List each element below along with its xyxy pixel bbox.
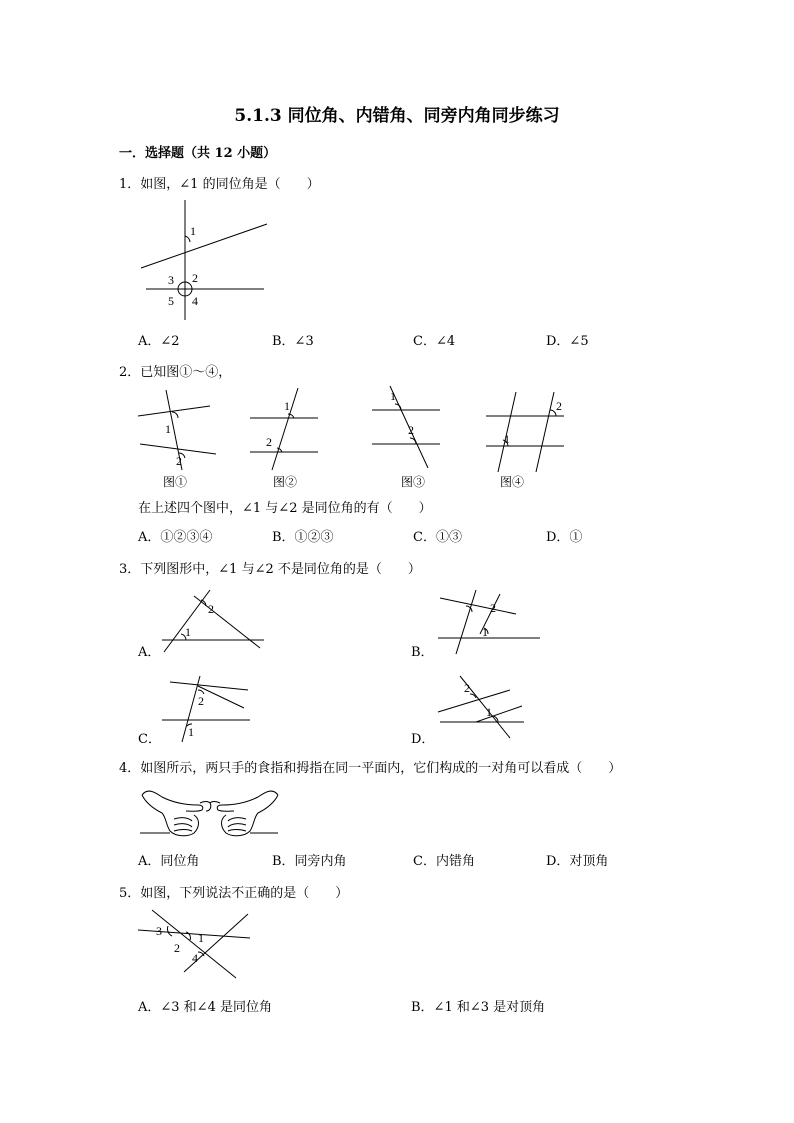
label-1: 1	[482, 625, 488, 639]
q1-option-d[interactable]: D．∠5	[546, 334, 589, 349]
label-3: 3	[168, 273, 174, 287]
q3-figure-c	[160, 676, 270, 746]
q3-option-b[interactable]: B．	[411, 645, 434, 660]
q5-option-b[interactable]: B．∠1 和∠3 是对顶角	[411, 1000, 546, 1015]
question-5-stem: 5．如图，下列说法不正确的是（ ）	[119, 886, 349, 901]
label-2: 2	[408, 423, 414, 437]
short-oblique	[476, 706, 522, 722]
q2-figure-2	[248, 388, 328, 478]
left-knuckle-2	[174, 824, 192, 827]
question-4-stem: 4．如图所示，两只手的食指和拇指在同一平面内，它们构成的一对角可以看成（ ）	[119, 761, 622, 776]
page-title: 5.1.3 同位角、内错角、同旁内角同步练习	[234, 106, 560, 126]
transversal-line	[141, 224, 267, 268]
q2-caption-1: 图①	[163, 475, 188, 489]
q3-option-c[interactable]: C．	[138, 732, 161, 747]
line-down-right	[152, 910, 236, 978]
q3-figure-a	[160, 590, 270, 660]
angle-4-arc	[198, 952, 204, 956]
q3-figure-b	[436, 590, 546, 660]
q4-option-b[interactable]: B．同旁内角	[272, 854, 347, 869]
label-2: 2	[208, 602, 214, 616]
right-knuckle-3	[228, 830, 246, 832]
line-top	[170, 682, 248, 690]
q5-option-a[interactable]: A．∠3 和∠4 是同位角	[138, 1000, 272, 1015]
angle-1-arc	[172, 412, 178, 418]
q1-option-c[interactable]: C．∠4	[413, 334, 456, 349]
question-3-stem: 3．下列图形中，∠1 与∠2 不是同位角的是（ ）	[119, 562, 421, 577]
question-2-stem: 2．已知图①～④，	[119, 365, 232, 380]
q4-option-d[interactable]: D．对顶角	[546, 854, 609, 869]
q2-figure-1	[138, 388, 218, 478]
label-3: 3	[156, 924, 162, 938]
q2-option-c[interactable]: C．①③	[413, 530, 462, 545]
angle-1-arc	[395, 404, 401, 410]
q2-option-a[interactable]: A．①②③④	[138, 530, 213, 545]
label-1: 1	[486, 705, 492, 719]
question-2-sub-stem: 在上述四个图中，∠1 与∠2 是同位角的有（ ）	[138, 501, 432, 516]
label-2: 2	[198, 694, 204, 708]
right-index-finger	[217, 791, 278, 811]
transversal-right	[536, 392, 554, 472]
label-1: 1	[198, 931, 204, 945]
label-1: 1	[188, 725, 194, 739]
right-fingertip	[210, 802, 220, 804]
right-hand-outline	[222, 795, 279, 836]
label-1: 1	[504, 432, 510, 446]
left-hand-outline	[142, 795, 199, 836]
label-2: 2	[464, 681, 470, 695]
q2-caption-3: 图③	[401, 475, 426, 489]
q3-option-d[interactable]: D．	[411, 732, 435, 747]
q4-option-a[interactable]: A．同位角	[138, 854, 200, 869]
angle-2-arc	[410, 438, 416, 444]
label-2: 2	[192, 271, 198, 285]
label-4: 4	[192, 294, 198, 308]
question-1-stem: 1．如图，∠1 的同位角是（ ）	[119, 177, 320, 192]
transversal	[164, 590, 210, 652]
section-heading: 一．选择题（共 12 小题）	[119, 146, 277, 161]
label-1: 1	[165, 422, 171, 436]
q1-option-a[interactable]: A．∠2	[138, 334, 180, 349]
left-knuckle-3	[174, 830, 192, 832]
line-a	[138, 406, 210, 416]
label-2: 2	[174, 941, 180, 955]
line-horizontal	[138, 930, 250, 938]
q2-caption-2: 图②	[273, 475, 298, 489]
right-knuckle-2	[228, 824, 246, 827]
q4-option-c[interactable]: C．内错角	[413, 854, 475, 869]
q2-caption-4: 图④	[500, 475, 525, 489]
transversal-left	[456, 590, 476, 654]
left-knuckle-1	[174, 818, 192, 821]
label-1: 1	[185, 625, 191, 639]
q2-option-b[interactable]: B．①②③	[272, 530, 334, 545]
label-1: 1	[390, 389, 396, 403]
q1-option-b[interactable]: B．∠3	[272, 334, 314, 349]
q3-figure-d	[436, 676, 546, 746]
right-knuckle-1	[228, 818, 246, 821]
label-2: 2	[176, 454, 182, 468]
label-2: 2	[490, 601, 496, 615]
angle-3-arc	[167, 926, 172, 936]
label-1: 1	[284, 399, 290, 413]
q2-figure-3	[370, 386, 450, 476]
q2-option-d[interactable]: D．①	[546, 530, 583, 545]
question-1-figure	[138, 200, 268, 325]
q3-option-a[interactable]: A．	[138, 645, 161, 660]
question-5-figure	[138, 908, 258, 988]
line-top	[440, 598, 516, 614]
hands-figure	[140, 783, 280, 843]
label-1: 1	[190, 224, 196, 238]
label-5: 5	[168, 294, 174, 308]
label-4: 4	[192, 951, 198, 965]
left-index-finger	[142, 791, 203, 811]
label-2: 2	[266, 435, 272, 449]
label-2: 2	[556, 399, 562, 413]
q2-figure-4	[484, 390, 574, 480]
